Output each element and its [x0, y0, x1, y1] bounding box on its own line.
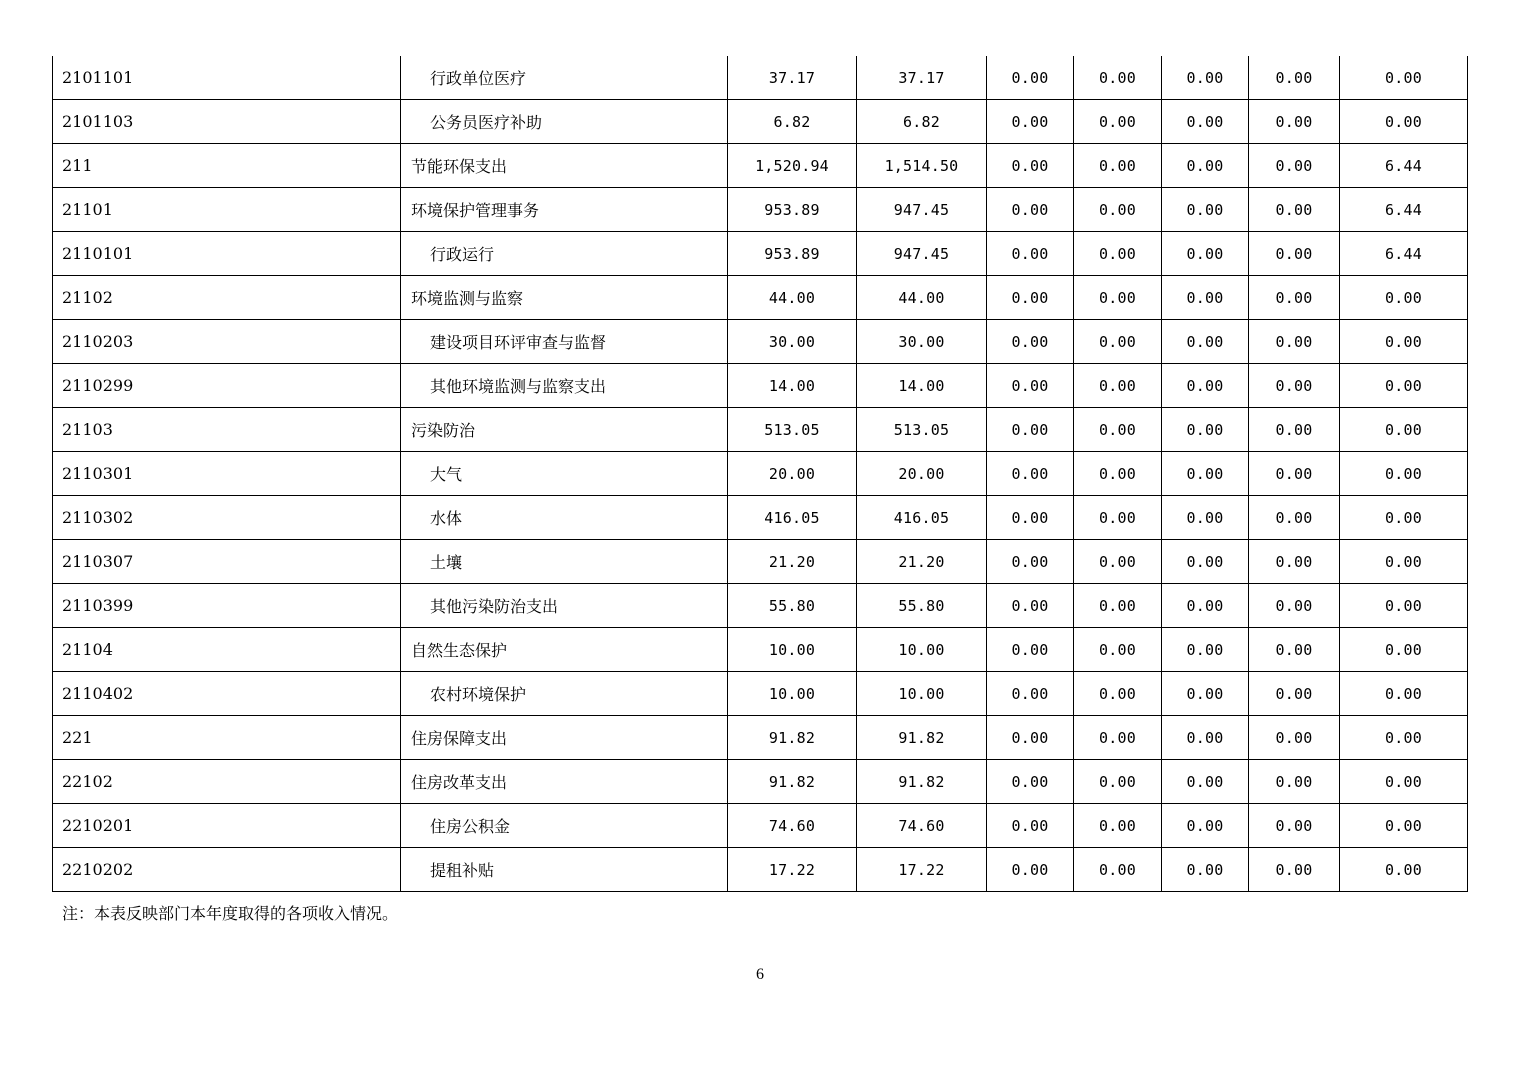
amount-cell: 0.00	[1249, 320, 1340, 364]
amount-cell: 6.44	[1340, 232, 1468, 276]
subject-code-cell: 21102	[53, 276, 401, 320]
amount-cell: 0.00	[1162, 232, 1249, 276]
subject-code-cell: 2110399	[53, 584, 401, 628]
amount-cell: 0.00	[987, 804, 1074, 848]
subject-name-cell: 土壤	[401, 540, 728, 584]
amount-cell: 0.00	[987, 584, 1074, 628]
subject-code-cell: 2210202	[53, 848, 401, 892]
amount-cell: 0.00	[1340, 672, 1468, 716]
amount-cell: 0.00	[1162, 760, 1249, 804]
amount-cell: 6.44	[1340, 144, 1468, 188]
amount-cell: 0.00	[1074, 540, 1162, 584]
amount-cell: 953.89	[728, 188, 857, 232]
amount-cell: 0.00	[1340, 716, 1468, 760]
amount-cell: 0.00	[1074, 56, 1162, 100]
amount-cell: 74.60	[857, 804, 987, 848]
subject-code-cell: 21103	[53, 408, 401, 452]
amount-cell: 0.00	[1249, 496, 1340, 540]
amount-cell: 0.00	[1162, 804, 1249, 848]
subject-code-cell: 2110307	[53, 540, 401, 584]
amount-cell: 0.00	[1162, 100, 1249, 144]
amount-cell: 0.00	[1340, 760, 1468, 804]
amount-cell: 953.89	[728, 232, 857, 276]
amount-cell: 91.82	[857, 716, 987, 760]
amount-cell: 0.00	[1340, 320, 1468, 364]
amount-cell: 20.00	[728, 452, 857, 496]
subject-code-cell: 211	[53, 144, 401, 188]
table-row	[53, 716, 1468, 760]
table-row	[53, 408, 1468, 452]
amount-cell: 30.00	[857, 320, 987, 364]
amount-cell: 0.00	[987, 628, 1074, 672]
amount-cell: 0.00	[1249, 452, 1340, 496]
amount-cell: 37.17	[857, 56, 987, 100]
subject-name-cell: 公务员医疗补助	[401, 100, 728, 144]
subject-name-cell: 住房公积金	[401, 804, 728, 848]
amount-cell: 10.00	[857, 628, 987, 672]
subject-name-cell: 提租补贴	[401, 848, 728, 892]
amount-cell: 0.00	[987, 232, 1074, 276]
amount-cell: 0.00	[1249, 364, 1340, 408]
table-row	[53, 276, 1468, 320]
amount-cell: 0.00	[1340, 364, 1468, 408]
amount-cell: 37.17	[728, 56, 857, 100]
amount-cell: 0.00	[1340, 540, 1468, 584]
subject-code-cell: 2210201	[53, 804, 401, 848]
subject-name-cell: 节能环保支出	[401, 144, 728, 188]
subject-code-cell: 2110299	[53, 364, 401, 408]
amount-cell: 14.00	[857, 364, 987, 408]
table-row	[53, 188, 1468, 232]
table-row	[53, 672, 1468, 716]
amount-cell: 44.00	[728, 276, 857, 320]
subject-name-cell: 大气	[401, 452, 728, 496]
amount-cell: 0.00	[1074, 408, 1162, 452]
amount-cell: 1,514.50	[857, 144, 987, 188]
amount-cell: 6.44	[1340, 188, 1468, 232]
amount-cell: 0.00	[1162, 364, 1249, 408]
amount-cell: 0.00	[1340, 584, 1468, 628]
amount-cell: 0.00	[1249, 848, 1340, 892]
amount-cell: 416.05	[728, 496, 857, 540]
amount-cell: 0.00	[1249, 628, 1340, 672]
table-note: 注：本表反映部门本年度取得的各项收入情况。	[62, 904, 399, 923]
amount-cell: 0.00	[1340, 100, 1468, 144]
amount-cell: 0.00	[987, 760, 1074, 804]
amount-cell: 0.00	[987, 496, 1074, 540]
subject-name-cell: 建设项目环评审查与监督	[401, 320, 728, 364]
subject-name-cell: 环境保护管理事务	[401, 188, 728, 232]
table-row	[53, 760, 1468, 804]
amount-cell: 1,520.94	[728, 144, 857, 188]
amount-cell: 0.00	[1340, 848, 1468, 892]
amount-cell: 30.00	[728, 320, 857, 364]
amount-cell: 14.00	[728, 364, 857, 408]
amount-cell: 0.00	[1074, 232, 1162, 276]
amount-cell: 0.00	[1074, 276, 1162, 320]
table-row	[53, 804, 1468, 848]
subject-name-cell: 住房改革支出	[401, 760, 728, 804]
table-row	[53, 540, 1468, 584]
subject-code-cell: 21104	[53, 628, 401, 672]
table-row	[53, 144, 1468, 188]
amount-cell: 17.22	[857, 848, 987, 892]
amount-cell: 10.00	[857, 672, 987, 716]
subject-code-cell: 22102	[53, 760, 401, 804]
page-number: 6	[756, 966, 764, 983]
amount-cell: 0.00	[1340, 496, 1468, 540]
amount-cell: 6.82	[728, 100, 857, 144]
amount-cell: 0.00	[1074, 320, 1162, 364]
subject-name-cell: 污染防治	[401, 408, 728, 452]
amount-cell: 0.00	[987, 320, 1074, 364]
subject-code-cell: 2110101	[53, 232, 401, 276]
amount-cell: 0.00	[987, 408, 1074, 452]
amount-cell: 55.80	[857, 584, 987, 628]
amount-cell: 0.00	[1074, 716, 1162, 760]
amount-cell: 0.00	[1162, 276, 1249, 320]
table-row	[53, 364, 1468, 408]
amount-cell: 0.00	[1074, 672, 1162, 716]
subject-code-cell: 2110301	[53, 452, 401, 496]
amount-cell: 91.82	[728, 760, 857, 804]
amount-cell: 0.00	[1249, 804, 1340, 848]
subject-code-cell: 2101103	[53, 100, 401, 144]
amount-cell: 0.00	[1074, 760, 1162, 804]
amount-cell: 0.00	[1249, 540, 1340, 584]
subject-name-cell: 水体	[401, 496, 728, 540]
subject-name-cell: 其他环境监测与监察支出	[401, 364, 728, 408]
table-row	[53, 100, 1468, 144]
subject-name-cell: 行政运行	[401, 232, 728, 276]
amount-cell: 44.00	[857, 276, 987, 320]
amount-cell: 10.00	[728, 672, 857, 716]
amount-cell: 10.00	[728, 628, 857, 672]
amount-cell: 0.00	[987, 276, 1074, 320]
amount-cell: 0.00	[1340, 628, 1468, 672]
amount-cell: 0.00	[1249, 716, 1340, 760]
subject-name-cell: 自然生态保护	[401, 628, 728, 672]
amount-cell: 947.45	[857, 188, 987, 232]
amount-cell: 91.82	[857, 760, 987, 804]
table-body	[53, 56, 1468, 892]
amount-cell: 0.00	[1074, 628, 1162, 672]
amount-cell: 6.82	[857, 100, 987, 144]
amount-cell: 0.00	[987, 100, 1074, 144]
subject-code-cell: 2110203	[53, 320, 401, 364]
amount-cell: 0.00	[1074, 188, 1162, 232]
amount-cell: 0.00	[987, 188, 1074, 232]
amount-cell: 0.00	[1249, 276, 1340, 320]
amount-cell: 0.00	[1162, 320, 1249, 364]
table-row	[53, 452, 1468, 496]
subject-name-cell: 住房保障支出	[401, 716, 728, 760]
amount-cell: 0.00	[1074, 848, 1162, 892]
amount-cell: 0.00	[1249, 100, 1340, 144]
amount-cell: 0.00	[1162, 716, 1249, 760]
subject-code-cell: 21101	[53, 188, 401, 232]
table-row	[53, 628, 1468, 672]
amount-cell: 0.00	[1162, 496, 1249, 540]
subject-code-cell: 2110302	[53, 496, 401, 540]
amount-cell: 0.00	[1162, 408, 1249, 452]
amount-cell: 0.00	[1162, 56, 1249, 100]
amount-cell: 513.05	[857, 408, 987, 452]
amount-cell: 0.00	[1340, 452, 1468, 496]
table-row	[53, 56, 1468, 100]
amount-cell: 0.00	[987, 848, 1074, 892]
amount-cell: 0.00	[1074, 496, 1162, 540]
amount-cell: 0.00	[1162, 672, 1249, 716]
amount-cell: 0.00	[987, 540, 1074, 584]
amount-cell: 0.00	[1249, 188, 1340, 232]
amount-cell: 0.00	[1162, 452, 1249, 496]
amount-cell: 0.00	[1249, 584, 1340, 628]
budget-table	[52, 56, 1468, 892]
amount-cell: 0.00	[1074, 100, 1162, 144]
amount-cell: 0.00	[1249, 56, 1340, 100]
amount-cell: 0.00	[987, 716, 1074, 760]
amount-cell: 0.00	[1162, 628, 1249, 672]
amount-cell: 0.00	[1074, 584, 1162, 628]
amount-cell: 0.00	[1340, 408, 1468, 452]
amount-cell: 0.00	[1162, 848, 1249, 892]
amount-cell: 947.45	[857, 232, 987, 276]
amount-cell: 17.22	[728, 848, 857, 892]
amount-cell: 21.20	[857, 540, 987, 584]
amount-cell: 0.00	[1074, 144, 1162, 188]
amount-cell: 0.00	[1249, 672, 1340, 716]
amount-cell: 0.00	[987, 144, 1074, 188]
amount-cell: 0.00	[1162, 584, 1249, 628]
subject-name-cell: 其他污染防治支出	[401, 584, 728, 628]
subject-code-cell: 2101101	[53, 56, 401, 100]
amount-cell: 0.00	[987, 56, 1074, 100]
subject-name-cell: 农村环境保护	[401, 672, 728, 716]
amount-cell: 0.00	[1340, 276, 1468, 320]
amount-cell: 0.00	[1162, 144, 1249, 188]
amount-cell: 20.00	[857, 452, 987, 496]
amount-cell: 74.60	[728, 804, 857, 848]
table-row	[53, 232, 1468, 276]
amount-cell: 0.00	[1249, 144, 1340, 188]
subject-name-cell: 行政单位医疗	[401, 56, 728, 100]
amount-cell: 513.05	[728, 408, 857, 452]
amount-cell: 0.00	[1249, 232, 1340, 276]
amount-cell: 0.00	[987, 672, 1074, 716]
amount-cell: 0.00	[1340, 56, 1468, 100]
table-row	[53, 320, 1468, 364]
amount-cell: 0.00	[987, 452, 1074, 496]
subject-name-cell: 环境监测与监察	[401, 276, 728, 320]
amount-cell: 0.00	[987, 364, 1074, 408]
amount-cell: 0.00	[1162, 188, 1249, 232]
amount-cell: 0.00	[1249, 408, 1340, 452]
amount-cell: 0.00	[1162, 540, 1249, 584]
amount-cell: 0.00	[1074, 364, 1162, 408]
amount-cell: 0.00	[1074, 804, 1162, 848]
amount-cell: 55.80	[728, 584, 857, 628]
amount-cell: 0.00	[1249, 760, 1340, 804]
amount-cell: 91.82	[728, 716, 857, 760]
amount-cell: 21.20	[728, 540, 857, 584]
amount-cell: 0.00	[1074, 452, 1162, 496]
subject-code-cell: 2110402	[53, 672, 401, 716]
table-row	[53, 496, 1468, 540]
table-row	[53, 584, 1468, 628]
table-row	[53, 848, 1468, 892]
amount-cell: 0.00	[1340, 804, 1468, 848]
amount-cell: 416.05	[857, 496, 987, 540]
subject-code-cell: 221	[53, 716, 401, 760]
